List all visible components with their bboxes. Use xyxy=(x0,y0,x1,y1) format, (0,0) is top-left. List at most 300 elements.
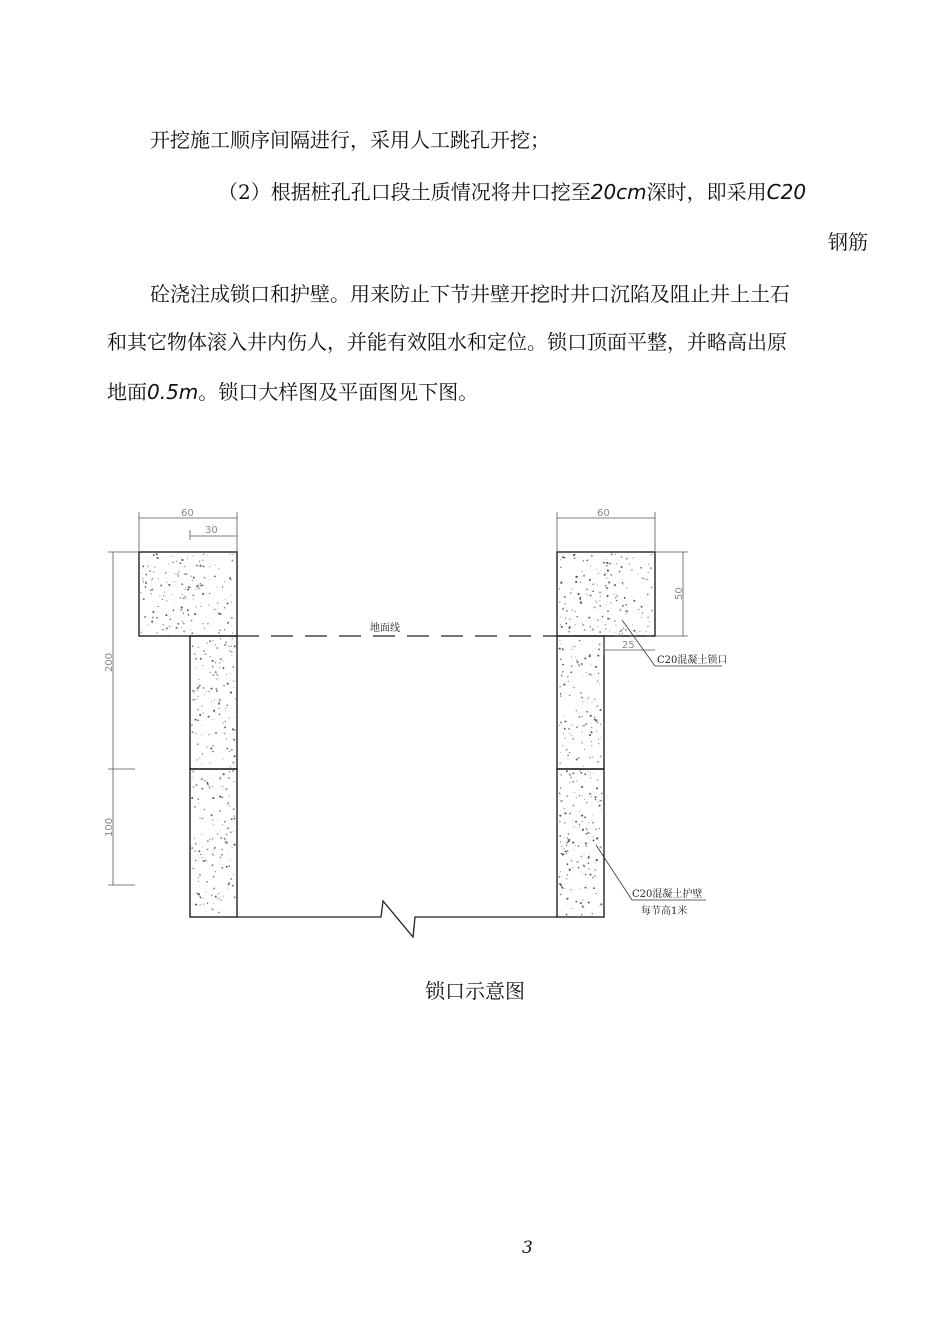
speckle xyxy=(622,605,623,606)
speckle xyxy=(564,557,566,559)
speckle xyxy=(207,783,209,785)
speckle xyxy=(579,826,580,827)
speckle xyxy=(558,876,560,878)
speckle xyxy=(560,721,562,723)
speckle xyxy=(219,810,221,812)
speckle xyxy=(582,675,583,676)
speckle xyxy=(651,587,653,589)
speckle xyxy=(648,572,649,573)
speckle xyxy=(234,645,236,647)
speckle xyxy=(150,593,151,594)
speckle xyxy=(203,834,204,835)
speckle xyxy=(579,598,581,600)
speckle xyxy=(583,560,584,561)
speckle xyxy=(582,795,583,796)
speckle xyxy=(580,902,582,904)
speckle xyxy=(620,630,622,632)
speckle xyxy=(598,673,599,674)
speckle xyxy=(231,595,232,596)
speckle xyxy=(222,661,223,662)
speckle xyxy=(563,715,564,716)
speckle xyxy=(212,660,214,662)
speckle xyxy=(233,874,234,875)
speckle xyxy=(606,559,607,560)
speckle xyxy=(232,770,234,772)
speckle xyxy=(584,749,585,750)
speckle xyxy=(220,900,221,901)
speckle xyxy=(599,846,601,848)
speckle xyxy=(560,617,561,618)
speckle xyxy=(562,648,564,650)
speckle xyxy=(197,743,199,745)
label-wall-height: 每节高1米 xyxy=(641,906,688,917)
speckle xyxy=(592,836,593,837)
speckle xyxy=(588,697,589,698)
speckle xyxy=(600,709,602,711)
speckle xyxy=(230,831,232,833)
speckle xyxy=(213,849,214,850)
speckle xyxy=(176,560,178,562)
speckle xyxy=(178,575,180,577)
speckle xyxy=(219,898,220,899)
speckle xyxy=(583,766,584,767)
speckle xyxy=(582,829,584,831)
speckle xyxy=(597,626,598,627)
speckle xyxy=(168,584,170,586)
speckle xyxy=(231,602,232,603)
speckle xyxy=(229,577,231,579)
speckle xyxy=(234,818,236,820)
speckle xyxy=(232,847,233,848)
speckle xyxy=(191,576,192,577)
speckle xyxy=(597,655,599,657)
speckle xyxy=(229,882,231,884)
speckle xyxy=(596,859,598,861)
speckle xyxy=(586,828,587,829)
speckle xyxy=(152,616,154,618)
speckle xyxy=(151,621,153,623)
speckle xyxy=(567,755,568,756)
speckle xyxy=(609,631,610,632)
speckle xyxy=(606,562,607,563)
speckle xyxy=(184,596,186,598)
speckle xyxy=(191,797,193,799)
speckle xyxy=(572,646,573,647)
speckle xyxy=(203,713,204,714)
speckle xyxy=(213,855,214,856)
speckle xyxy=(216,647,218,649)
speckle xyxy=(231,655,232,656)
speckle xyxy=(595,799,597,801)
speckle xyxy=(164,592,165,593)
speckle xyxy=(203,554,204,555)
speckle xyxy=(563,684,565,686)
speckle xyxy=(158,606,159,607)
speckle xyxy=(215,564,216,565)
speckle xyxy=(203,687,205,689)
speckle xyxy=(229,771,231,773)
speckle xyxy=(581,815,583,817)
speckle xyxy=(571,860,572,861)
speckle xyxy=(636,632,637,633)
speckle xyxy=(200,834,201,835)
speckle xyxy=(631,569,632,570)
speckle xyxy=(565,603,566,604)
speckle xyxy=(224,733,226,735)
speckle xyxy=(641,617,642,618)
speckle xyxy=(202,559,204,561)
speckle xyxy=(595,862,596,863)
speckle xyxy=(233,844,235,846)
speckle xyxy=(215,671,217,673)
speckle xyxy=(226,841,227,842)
speckle xyxy=(632,596,633,597)
speckle xyxy=(208,691,209,692)
speckle xyxy=(222,758,223,759)
label-lock-collar: C20混凝土锁口 xyxy=(657,655,728,666)
speckle xyxy=(219,714,220,715)
speckle xyxy=(165,614,167,616)
speckle xyxy=(208,734,209,735)
speckle xyxy=(142,581,144,583)
speckle xyxy=(180,597,182,599)
speckle xyxy=(595,707,596,708)
speckle xyxy=(619,571,621,573)
speckle xyxy=(190,587,191,588)
speckle xyxy=(224,644,225,645)
speckle xyxy=(199,565,201,567)
speckle xyxy=(192,771,194,773)
speckle xyxy=(191,620,193,622)
speckle xyxy=(195,860,196,861)
speckle xyxy=(581,697,583,699)
speckle xyxy=(186,573,187,574)
speckle xyxy=(626,613,627,614)
speckle xyxy=(560,841,561,842)
speckle xyxy=(614,594,615,595)
speckle xyxy=(607,610,609,612)
speckle xyxy=(633,600,635,602)
speckle xyxy=(140,592,141,593)
speckle xyxy=(559,793,560,794)
speckle xyxy=(212,838,213,839)
speckle xyxy=(197,687,199,689)
speckle xyxy=(223,722,224,723)
speckle xyxy=(574,849,575,850)
speckle xyxy=(196,690,197,691)
speckle xyxy=(647,626,648,627)
speckle xyxy=(588,617,590,619)
speckle xyxy=(584,725,586,727)
speckle xyxy=(588,901,590,903)
speckle xyxy=(212,864,214,866)
speckle xyxy=(162,629,163,630)
speckle xyxy=(176,627,178,629)
speckle xyxy=(198,683,199,684)
speckle xyxy=(225,708,226,709)
speckle xyxy=(604,574,606,576)
speckle xyxy=(601,810,602,811)
speckle xyxy=(588,856,590,858)
paragraph-line-4: 砼浇注成锁口和护壁。用来防止下节井壁开挖时井口沉陷及阻止井上土石 xyxy=(150,282,790,306)
speckle xyxy=(578,861,579,862)
speckle xyxy=(168,563,169,564)
speckle xyxy=(202,818,203,819)
speckle xyxy=(562,556,564,558)
speckle xyxy=(184,566,185,567)
speckle xyxy=(578,593,580,595)
speckle xyxy=(192,732,193,733)
speckle xyxy=(198,686,200,688)
speckle xyxy=(141,631,143,633)
speckle xyxy=(153,611,155,613)
speckle xyxy=(561,626,563,628)
speckle xyxy=(564,837,565,838)
speckle xyxy=(194,806,196,808)
speckle xyxy=(209,566,210,567)
speckle xyxy=(209,786,210,787)
speckle xyxy=(561,675,563,677)
speckle xyxy=(599,906,600,907)
speckle xyxy=(574,792,575,793)
speckle xyxy=(643,578,645,580)
speckle xyxy=(622,632,624,634)
speckle xyxy=(583,575,585,577)
speckle xyxy=(590,626,591,627)
speckle xyxy=(600,596,601,597)
speckle xyxy=(583,854,584,855)
speckle xyxy=(170,619,171,620)
speckle xyxy=(204,695,205,696)
speckle xyxy=(177,573,178,574)
speckle xyxy=(192,555,193,556)
speckle xyxy=(212,819,214,821)
speckle xyxy=(625,629,627,631)
speckle xyxy=(564,812,566,814)
speckle xyxy=(568,631,570,633)
speckle xyxy=(647,579,648,580)
speckle xyxy=(606,587,608,589)
speckle xyxy=(225,599,226,600)
speckle xyxy=(195,699,196,700)
speckle xyxy=(597,680,599,682)
speckle xyxy=(579,716,580,717)
speckle xyxy=(211,908,213,910)
speckle xyxy=(197,696,198,697)
speckle xyxy=(205,860,207,862)
speckle xyxy=(212,674,214,676)
speckle xyxy=(569,773,571,775)
right-collar xyxy=(557,552,655,636)
speckle xyxy=(606,562,608,564)
speckle xyxy=(621,629,622,630)
speckle xyxy=(200,817,201,818)
speckle xyxy=(582,624,584,626)
speckle xyxy=(589,822,590,823)
speckle xyxy=(147,566,148,567)
speckle xyxy=(605,585,607,587)
speckle xyxy=(590,874,592,876)
speckle xyxy=(575,611,576,612)
speckle xyxy=(582,905,584,907)
speckle xyxy=(192,699,194,701)
speckle xyxy=(571,735,572,736)
speckle xyxy=(231,560,233,562)
speckle xyxy=(195,733,196,734)
speckle xyxy=(234,781,235,782)
speckle xyxy=(214,609,215,610)
speckle xyxy=(227,853,228,854)
speckle xyxy=(569,733,570,734)
speckle xyxy=(572,867,573,868)
speckle xyxy=(572,820,573,821)
speckle xyxy=(234,755,236,757)
speckle xyxy=(559,648,561,650)
speckle xyxy=(146,574,148,576)
speckle xyxy=(582,701,583,702)
speckle xyxy=(616,563,617,564)
speckle xyxy=(575,624,576,625)
speckle xyxy=(593,773,594,774)
speckle xyxy=(575,657,576,658)
speckle xyxy=(205,891,206,892)
speckle xyxy=(569,812,571,814)
speckle xyxy=(576,861,577,862)
speckle xyxy=(153,554,155,556)
speckle xyxy=(223,896,224,897)
speckle xyxy=(626,558,628,560)
speckle xyxy=(573,772,575,774)
speckle xyxy=(196,589,197,590)
speckle xyxy=(230,878,232,880)
speckle xyxy=(639,631,640,632)
dim-left-200: 200 xyxy=(104,652,115,672)
speckle xyxy=(229,751,230,752)
speckle xyxy=(230,692,232,694)
speckle xyxy=(230,646,231,647)
speckle xyxy=(212,640,213,641)
speckle xyxy=(560,800,562,802)
speckle xyxy=(641,606,643,608)
speckle xyxy=(567,758,568,759)
speckle xyxy=(563,848,564,849)
speckle xyxy=(623,628,624,629)
speckle xyxy=(229,806,230,807)
speckle xyxy=(177,623,179,625)
speckle xyxy=(182,594,183,595)
speckle xyxy=(564,596,566,598)
speckle xyxy=(194,613,196,615)
speckle xyxy=(187,609,189,611)
speckle xyxy=(576,759,578,761)
speckle xyxy=(201,857,202,858)
speckle xyxy=(194,653,195,654)
speckle xyxy=(225,644,226,645)
speckle xyxy=(584,799,585,800)
speckle xyxy=(233,729,234,730)
speckle xyxy=(222,667,224,669)
speckle xyxy=(219,630,220,631)
speckle xyxy=(184,589,185,590)
speckle xyxy=(212,854,213,855)
speckle xyxy=(575,821,577,823)
speckle xyxy=(232,762,234,764)
speckle xyxy=(151,588,153,590)
speckle xyxy=(195,668,196,669)
speckle xyxy=(584,657,586,659)
speckle xyxy=(581,571,582,572)
speckle xyxy=(570,627,571,628)
speckle xyxy=(566,610,568,612)
speckle xyxy=(581,742,583,744)
speckle xyxy=(218,912,220,914)
speckle xyxy=(196,565,198,567)
speckle xyxy=(602,616,603,617)
speckle xyxy=(142,573,143,574)
right-wall-upper xyxy=(557,636,604,769)
speckle xyxy=(615,625,616,626)
speckle xyxy=(226,674,227,675)
speckle xyxy=(192,690,194,692)
speckle xyxy=(591,664,592,665)
speckle xyxy=(571,656,572,657)
speckle xyxy=(599,605,601,607)
speckle xyxy=(159,596,160,597)
speckle xyxy=(615,597,617,599)
speckle xyxy=(630,577,631,578)
speckle xyxy=(562,671,564,673)
speckle xyxy=(565,623,567,625)
speckle xyxy=(596,602,597,603)
speckle xyxy=(213,719,214,720)
speckle xyxy=(596,893,597,894)
speckle xyxy=(169,626,171,628)
speckle xyxy=(150,589,152,591)
speckle xyxy=(597,682,598,683)
speckle xyxy=(588,832,589,833)
paragraph-line-2 xyxy=(218,178,806,206)
speckle xyxy=(560,787,561,788)
speckle xyxy=(148,565,149,566)
speckle xyxy=(621,556,623,558)
speckle xyxy=(191,632,193,634)
speckle xyxy=(622,606,623,607)
speckle xyxy=(594,717,595,718)
speckle xyxy=(227,802,228,803)
speckle xyxy=(576,661,578,663)
speckle xyxy=(201,706,202,707)
speckle xyxy=(604,624,606,626)
speckle xyxy=(199,758,200,759)
speckle xyxy=(592,629,594,631)
speckle xyxy=(598,573,599,574)
dim-right-50: 50 xyxy=(674,587,685,600)
speckle xyxy=(228,718,229,719)
speckle xyxy=(232,638,233,639)
speckle xyxy=(569,869,571,871)
speckle xyxy=(216,678,218,680)
speckle xyxy=(227,827,229,829)
speckle xyxy=(560,774,562,776)
speckle xyxy=(174,573,175,574)
speckle xyxy=(199,560,200,561)
speckle xyxy=(212,751,213,752)
speckle xyxy=(578,664,579,665)
speckle xyxy=(192,868,193,869)
speckle xyxy=(629,564,630,565)
speckle xyxy=(206,643,207,644)
speckle xyxy=(156,617,158,619)
